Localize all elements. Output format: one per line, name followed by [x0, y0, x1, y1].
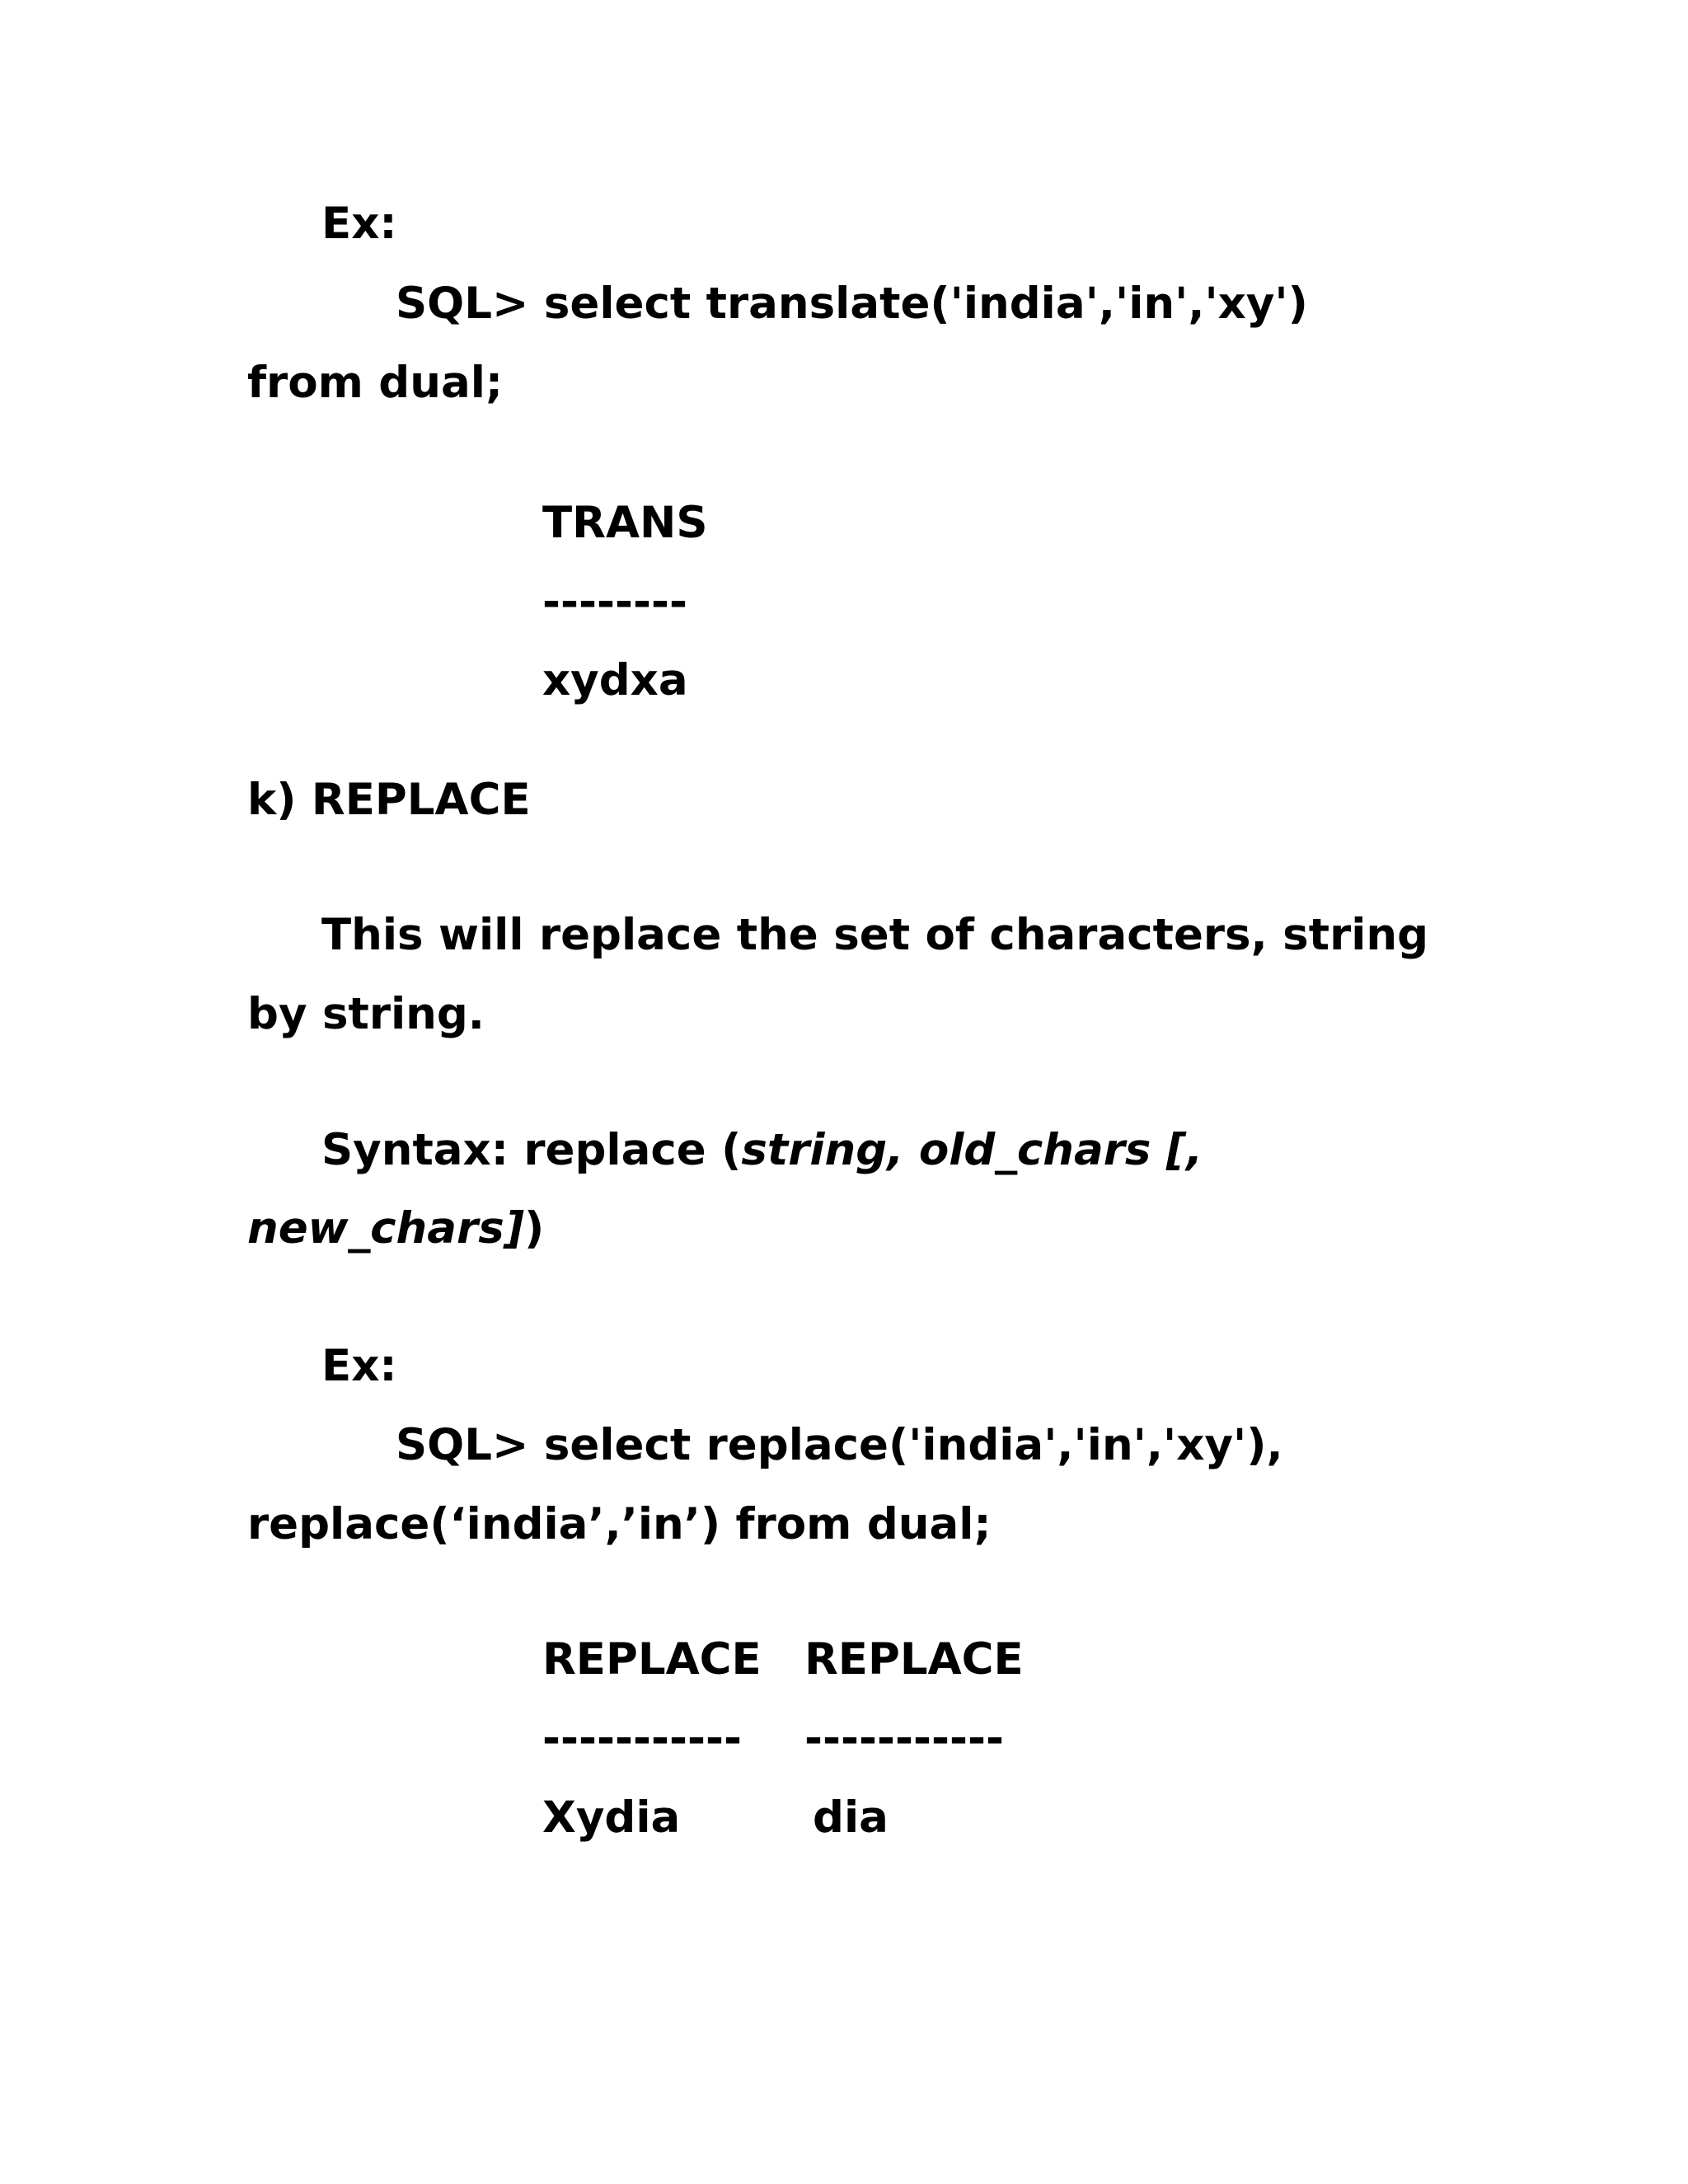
section-heading: k) REPLACE: [247, 775, 531, 825]
sql-statement-line: SQL> select replace('india','in','xy'),: [396, 1420, 1283, 1470]
output-column-header: REPLACE: [542, 1634, 762, 1685]
syntax-continuation: [247, 1200, 544, 1258]
description-continuation: by string.: [247, 989, 485, 1039]
description-line: This will replace the set of characters, string: [321, 910, 1429, 960]
example-label: Ex:: [321, 199, 397, 249]
sql-statement-continuation: from dual;: [247, 358, 504, 408]
sql-statement-line: SQL> select translate('india','in','xy'): [396, 279, 1308, 329]
syntax-suffix: ): [523, 1203, 545, 1254]
syntax-line: [321, 1122, 1203, 1179]
syntax-prefix: Syntax: replace (: [321, 1125, 742, 1175]
output-column-header: REPLACE: [804, 1634, 1024, 1685]
syntax-arguments-optional: new_chars]: [247, 1203, 524, 1254]
output-column-header: TRANS: [542, 498, 708, 548]
output-value: dia: [813, 1793, 889, 1843]
output-value: xydxa: [542, 655, 688, 705]
output-value: Xydia: [542, 1793, 681, 1843]
output-column-rule: -----------: [804, 1713, 1004, 1764]
sql-statement-continuation: replace(‘india’,’in’) from dual;: [247, 1499, 992, 1549]
syntax-arguments: string, old_chars [,: [741, 1125, 1203, 1175]
example-label: Ex:: [321, 1341, 397, 1391]
output-column-rule: -----------: [542, 1713, 742, 1764]
output-column-rule: --------: [542, 577, 687, 627]
